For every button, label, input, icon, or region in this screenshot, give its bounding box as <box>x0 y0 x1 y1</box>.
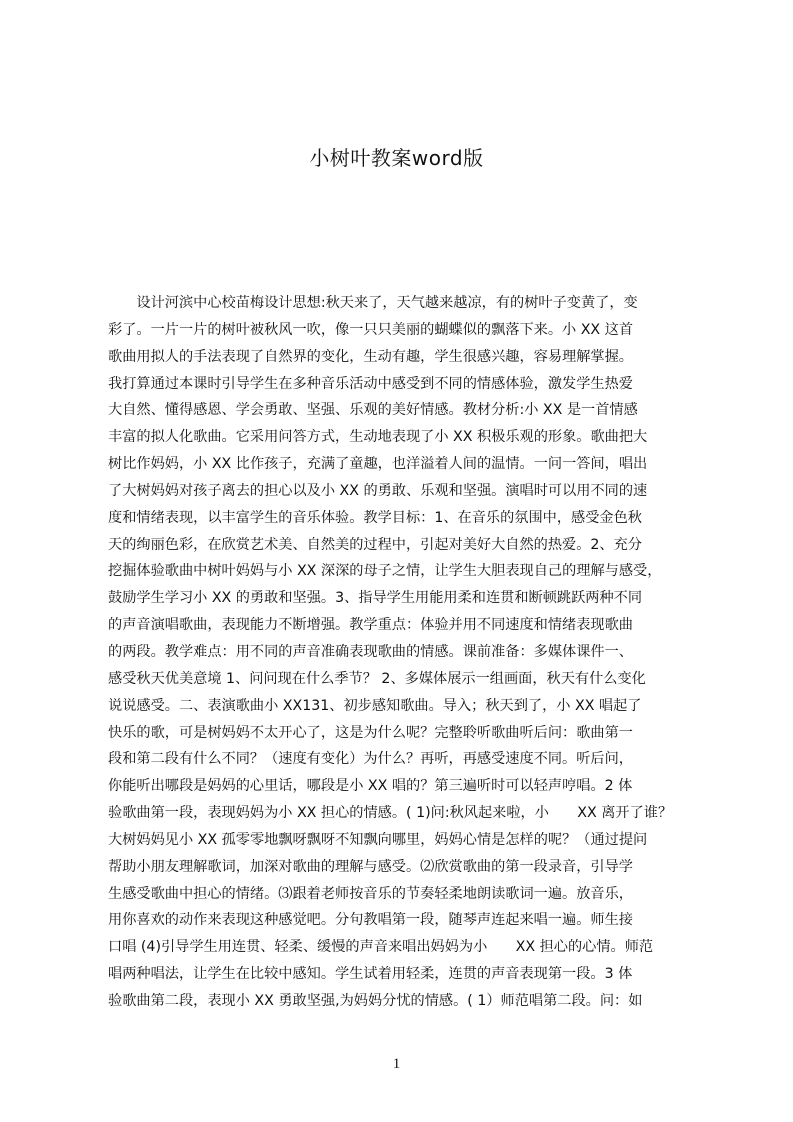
text-line: 了大树妈妈对孩子离去的担心以及小 XX 的勇敢、乐观和坚强。演唱时可以用不同的速 <box>108 482 648 499</box>
text-line: 用你喜欢的动作来表现这种感觉吧。分句教唱第一段，随琴声连起来唱一遍。师生接 <box>108 912 633 929</box>
text-line: 大树妈妈见小 XX 孤零零地飘呀飘呀不知飘向哪里，妈妈心情是怎样的呢？（通过提问 <box>108 831 648 848</box>
text-line: 你能听出哪段是妈妈的心里话，哪段是小 XX 唱的？第三遍听时可以轻声哼唱。2 体 <box>108 778 633 795</box>
text-line: 帮助小朋友理解歌词，加深对歌曲的理解与感受。⑵欣赏歌曲的第一段录音，引导学 <box>108 858 633 875</box>
text-line: 验歌曲第二段，表现小 XX 勇敢坚强,为妈妈分忧的情感。( 1）师范唱第二段。问：如 <box>108 992 643 1009</box>
text-line: 验歌曲第一段，表现妈妈为小 XX 担心的情感。( 1)问:秋风起来啦，小 XX 离开了谁？ <box>108 805 673 822</box>
text-line: 的声音演唱歌曲，表现能力不断增强。教学重点：体验并用不同速度和情绪表现歌曲 <box>108 617 633 634</box>
text-line: 口唱 (4)引导学生用连贯、轻柔、缓慢的声音来唱出妈妈为小 XX 担心的心情。师范 <box>108 939 654 956</box>
document-body <box>108 290 710 1030</box>
document-title: 小树叶教案word版 <box>309 146 484 170</box>
text-line: 快乐的歌，可是树妈妈不太开心了，这是为什么呢？完整聆听歌曲听后问：歌曲第一 <box>108 724 633 741</box>
text-line: 天的绚丽色彩，在欣赏艺术美、自然美的过程中，引起对美好大自然的热爱。2、充分 <box>108 536 642 553</box>
text-line: 的两段。教学难点：用不同的声音准确表现歌曲的情感。课前准备：多媒体课件一、 <box>108 643 633 660</box>
text-line: 感受秋天优美意境 1、问问现在什么季节？ 2、多媒体展示一组画面，秋天有什么变化 <box>108 670 646 687</box>
text-line: 丰富的拟人化歌曲。它采用问答方式，生动地表现了小 XX 积极乐观的形象。歌曲把大 <box>108 429 648 446</box>
text-line: 说说感受。二、表演歌曲小 XX131、初步感知歌曲。导入；秋天到了，小 XX 唱起了 <box>108 697 642 714</box>
text-line: 歌曲用拟人的手法表现了自然界的变化，生动有趣，学生很感兴趣，容易理解掌握。 <box>108 348 633 365</box>
text-line: 彩了。一片一片的树叶被秋风一吹，像一只只美丽的蝴蝶似的飘落下来。小 XX 这首 <box>108 321 634 338</box>
text-line: 生感受歌曲中担心的情绪。⑶跟着老师按音乐的节奏轻柔地朗读歌词一遍。放音乐， <box>108 885 633 902</box>
text-line: 设计河滨中心校苗梅设计思想:秋天来了，天气越来越凉，有的树叶子变黄了，变 <box>108 295 638 311</box>
page-number: 1 <box>392 1056 401 1072</box>
text-line: 挖掘体验歌曲中树叶妈妈与小 XX 深深的母子之情，让学生大胆表现自己的理解与感受， <box>108 563 662 580</box>
text-line: 大自然、懂得感恩、学会勇敢、坚强、乐观的美好情感。教材分析:小 XX 是一首情感 <box>108 402 638 419</box>
text-line: 树比作妈妈，小 XX 比作孩子，充满了童趣，也洋溢着人间的温情。一问一答间，唱出 <box>108 456 648 473</box>
text-line: 唱两种唱法，让学生在比较中感知。学生试着用轻柔，连贯的声音表现第一段。3 体 <box>108 966 633 983</box>
text-line: 我打算通过本课时引导学生在多种音乐活动中感受到不同的情感体验，激发学生热爱 <box>108 375 633 392</box>
text-line: 鼓励学生学习小 XX 的勇敢和坚强。3、指导学生用能用柔和连贯和断顿跳跃两种不同 <box>108 590 643 607</box>
text-line: 度和情绪表现，以丰富学生的音乐体验。教学目标：1、在音乐的氛围中，感受金色秋 <box>108 509 642 526</box>
text-line: 段和第二段有什么不同？（速度有变化）为什么？再听，再感受速度不同。听后问， <box>108 751 633 768</box>
